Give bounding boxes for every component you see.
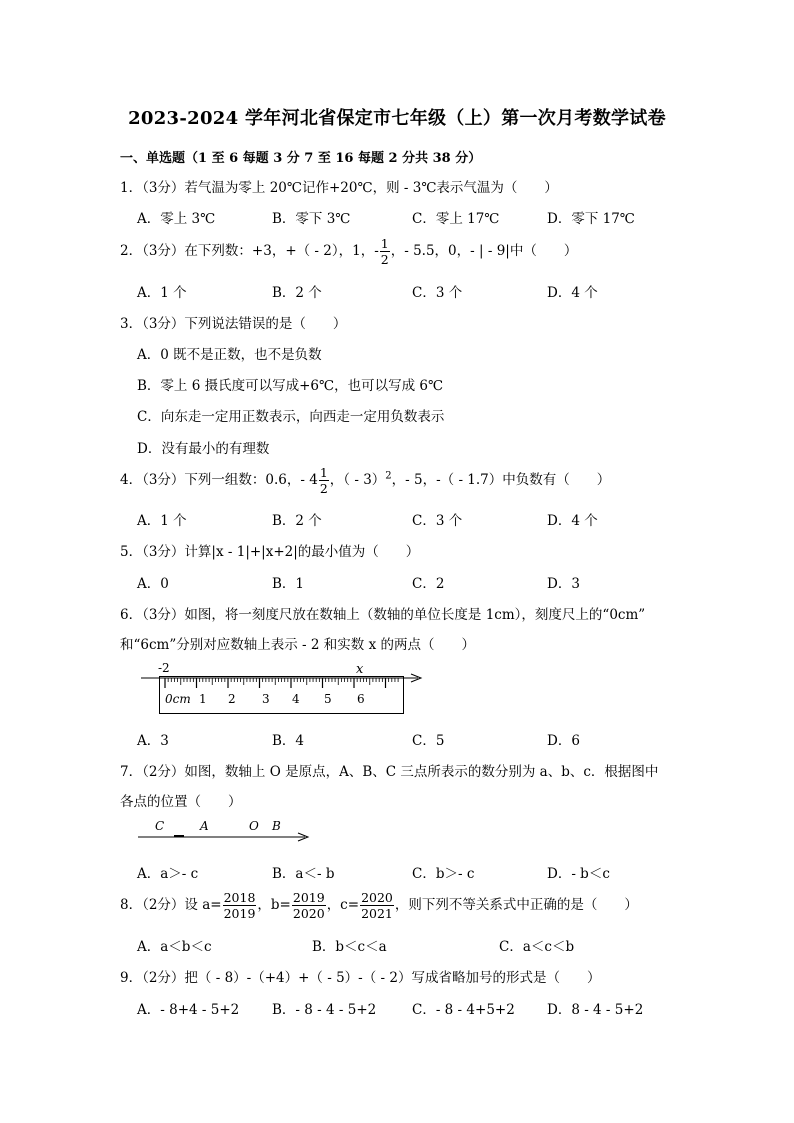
option-b[interactable]: B．零下 3℃ (272, 211, 351, 227)
axis-label-x: x (356, 662, 364, 677)
question-9: 9．（2分）把（ - 8）-（+4）+（ - 5）-（ - 2）写成省略加号的形式是（ ） (120, 970, 601, 986)
option-a[interactable]: A．零上 3℃ (137, 211, 216, 227)
question-1: 1．（3分）若气温为零上 20℃记作+20℃，则 - 3℃表示气温为（ ） (120, 180, 558, 196)
point-a-label: A (200, 819, 209, 833)
fraction-c (360, 890, 394, 921)
fraction-half (319, 465, 329, 496)
question-6-line-1: 6．（3分）如图，将一刻度尺放在数轴上（数轴的单位长度是 1cm），刻度尺上的“0cm” (120, 607, 646, 623)
question-4-prefix: 4．（3分）下列一组数：0.6，- 4 (120, 472, 318, 488)
option-b[interactable]: B．1 (272, 576, 305, 592)
option-b[interactable]: B．- 8 - 4 - 5+2 (272, 1002, 377, 1018)
question-7-line-1: 7．（2分）如图，数轴上 O 是原点，A、B、C 三点所表示的数分别为 a、b、c．根据图中 (120, 764, 659, 780)
option-d[interactable]: D．- b＜c (547, 866, 610, 882)
option-a[interactable]: A．1 个 (137, 285, 187, 301)
question-2-suffix: ，- 5.5，0，- | - 9|中（ ） (390, 243, 578, 259)
question-8 (120, 890, 638, 921)
option-d[interactable]: D．4 个 (547, 513, 598, 529)
question-7-line-2: 各点的位置（ ） (120, 794, 242, 810)
question-5: 5．（3分）计算|x - 1|+|x+2|的最小值为（ ） (120, 544, 420, 560)
question-8-options (137, 935, 777, 955)
question-2-options (137, 281, 777, 301)
ruler-label-1: 1 (199, 692, 207, 706)
option-b[interactable]: B．2 个 (272, 513, 322, 529)
frac-numerator: 2018 (223, 890, 256, 905)
option-c[interactable]: C．- 8 - 4+5+2 (412, 1002, 515, 1018)
point-b-label: B (272, 819, 281, 833)
section-heading: 一、单选题（1 至 6 每题 3 分 7 至 16 每题 2 分共 38 分） (120, 151, 482, 166)
option-c[interactable]: C．2 (412, 576, 445, 592)
question-8-prefix: 8．（2分）设 a= (120, 897, 222, 913)
ruler-label-5: 5 (324, 692, 332, 706)
option-a[interactable]: A．a＜b＜c (137, 939, 212, 955)
frac-denominator: 2 (380, 252, 389, 267)
question-1-options (137, 207, 777, 227)
exponent: 2 (385, 470, 392, 482)
question-2-neg: - (374, 243, 379, 259)
option-d[interactable]: D．6 (547, 733, 580, 749)
question-6-options (137, 729, 777, 749)
question-3: 3．（3分）下列说法错误的是（ ） (120, 316, 347, 332)
question-8-suffix: ，则下列不等关系式中正确的是（ ） (394, 897, 638, 913)
question-7-options (137, 862, 777, 882)
ruler-label-2: 2 (228, 692, 236, 706)
ruler-figure (135, 656, 435, 718)
option-b[interactable]: B．b＜c＜a (312, 939, 387, 955)
option-c[interactable]: C．a＜c＜b (499, 939, 575, 955)
point-c-label: C (155, 819, 165, 833)
frac-numerator: 2020 (361, 890, 393, 905)
question-2-prefix: 2．（3分）在下列数：+3，+（ - 2），1， (120, 243, 375, 259)
question-9-options (137, 998, 777, 1018)
question-4 (120, 465, 610, 496)
fraction-half (380, 236, 390, 267)
point-o-label: O (249, 819, 259, 833)
option-b[interactable]: B．零上 6 摄氏度可以写成+6℃，也可以写成 6℃ (137, 378, 444, 394)
option-a[interactable]: A．a＞- c (137, 866, 199, 882)
question-6-line-2: 和“6cm”分别对应数轴上表示 - 2 和实数 x 的两点（ ） (120, 637, 475, 653)
option-b[interactable]: B．4 (272, 733, 305, 749)
fraction-b (292, 890, 326, 921)
question-4-suffix: ，- 5，-（ - 1.7）中负数有（ ） (391, 472, 611, 488)
ruler-label-0cm: 0cm (165, 692, 191, 706)
option-a[interactable]: A．3 (137, 733, 169, 749)
option-c[interactable]: C．5 (412, 733, 445, 749)
ruler-label-3: 3 (262, 692, 270, 706)
frac-numerator: 2019 (292, 890, 325, 905)
frac-numerator: 1 (319, 465, 328, 480)
option-a[interactable]: A．0 (137, 576, 169, 592)
option-c[interactable]: C．3 个 (412, 513, 463, 529)
option-c[interactable]: C．b＞- c (412, 866, 475, 882)
option-d[interactable]: D．零下 17℃ (547, 211, 635, 227)
option-c[interactable]: C．零上 17℃ (412, 211, 500, 227)
option-a[interactable]: A．- 8+4 - 5+2 (137, 1002, 240, 1018)
frac-numerator: 1 (380, 236, 389, 251)
question-8-c-label: ，c= (326, 897, 360, 913)
page-title: 2023-2024 学年河北省保定市七年级（上）第一次月考数学试卷 (128, 108, 666, 129)
question-2 (120, 236, 577, 267)
frac-denominator: 2019 (223, 906, 256, 921)
option-b[interactable]: B．2 个 (272, 285, 322, 301)
option-d[interactable]: D．8 - 4 - 5+2 (547, 1002, 644, 1018)
option-d[interactable]: D．3 (547, 576, 580, 592)
question-8-b-label: ，b= (257, 897, 291, 913)
option-b[interactable]: B．a＜- b (272, 866, 335, 882)
option-a[interactable]: A．0 既不是正数，也不是负数 (137, 347, 322, 363)
option-d[interactable]: D．4 个 (547, 285, 598, 301)
question-4-mid: ，（ - 3） (329, 472, 386, 488)
question-5-options (137, 572, 777, 592)
ruler-label-4: 4 (292, 692, 300, 706)
question-4-options (137, 509, 777, 529)
fraction-a (223, 890, 257, 921)
option-d[interactable]: D．没有最小的有理数 (137, 441, 270, 457)
frac-denominator: 2021 (361, 906, 393, 921)
option-a[interactable]: A．1 个 (137, 513, 187, 529)
ruler-label-6: 6 (357, 692, 365, 706)
axis-label-minus-two: -2 (158, 661, 170, 675)
frac-denominator: 2 (319, 481, 328, 496)
ruler-ticks (165, 678, 398, 688)
option-c[interactable]: C．3 个 (412, 285, 463, 301)
number-line-figure (135, 815, 315, 847)
option-c[interactable]: C．向东走一定用正数表示，向西走一定用负数表示 (137, 409, 445, 425)
frac-denominator: 2020 (292, 906, 325, 921)
